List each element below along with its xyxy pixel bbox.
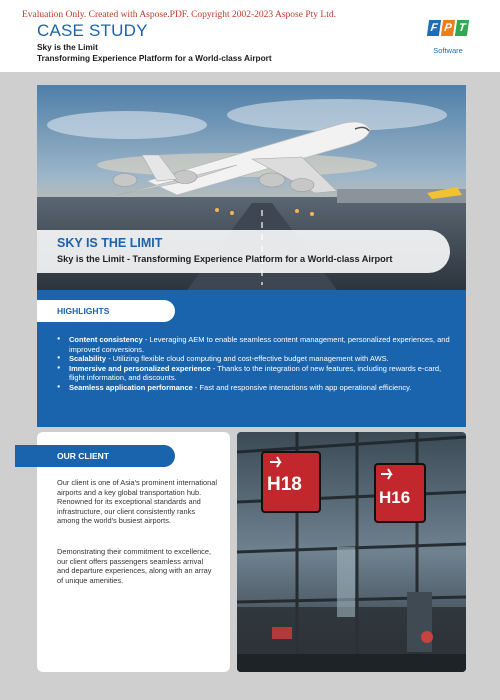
highlight-item — [57, 335, 457, 354]
evaluation-watermark: Evaluation Only. Created with Aspose.PDF. Copyright 2002-2023 Aspose Pty Ltd. — [22, 10, 336, 20]
logo-letter-t: T — [455, 20, 469, 36]
highlights-section — [37, 290, 466, 427]
highlight-item — [57, 364, 457, 383]
subtitle-line-1: Sky is the Limit — [37, 42, 98, 52]
highlights-list — [57, 335, 457, 393]
gate-h18-label: H18 — [267, 474, 302, 495]
highlight-item-title: Scalability — [69, 354, 107, 364]
fpt-software-logo — [428, 20, 468, 60]
highlight-item — [57, 383, 457, 393]
hero-image-airplane — [37, 85, 466, 290]
logo-letter-f: F — [427, 20, 441, 36]
hero-caption-band — [37, 230, 450, 273]
highlights-heading-tab — [37, 300, 175, 322]
airport-gates-photo — [237, 432, 466, 672]
hero-title: SKY IS THE LIMIT — [57, 236, 163, 250]
hero-subtitle: Sky is the Limit - Transforming Experience Platform for a World-class Airport — [57, 254, 393, 264]
highlights-heading: HIGHLIGHTS — [57, 306, 110, 316]
highlight-item-text: - Fast and responsive interactions with app operational efficiency. — [192, 382, 412, 392]
highlight-item-title: Immersive and personalized experience — [69, 363, 211, 373]
airport-gates-illustration — [237, 432, 466, 672]
highlight-item-text: - Utilizing flexible cloud computing and cost-effective budget management with AWS. — [106, 354, 389, 364]
client-paragraph-1: Our client is one of Asia's prominent international airports and a key global transportation hub. Renowned for its exceptional standards and infrastructure, our client consistently ranks among the world's busiest airports. — [57, 478, 217, 526]
logo-software-text: Software — [433, 46, 463, 55]
our-client-heading: OUR CLIENT — [57, 451, 109, 461]
page-header — [0, 0, 500, 72]
gate-h16-label: H16 — [379, 488, 411, 507]
highlight-item — [57, 354, 457, 364]
highlight-item-text: - Thanks to the integration of new features, including rewards e-card, flight information, and discounts. — [69, 363, 442, 383]
highlight-item-title: Content consistency — [69, 335, 143, 344]
highlight-item-title: Seamless application performance — [69, 382, 193, 392]
client-paragraph-2: Demonstrating their commitment to excellence, our client offers passengers seamless arrival and departure experiences, along with an array of unique amenities. — [57, 547, 212, 585]
document-type: CASE STUDY — [37, 21, 148, 40]
our-client-heading-tab — [15, 445, 175, 467]
highlight-item-text: - Leveraging AEM to enable seamless content management, personalized experiences, and improved conversions. — [69, 335, 450, 354]
subtitle-line-2: Transforming Experience Platform for a World-class Airport — [37, 53, 272, 63]
logo-letter-p: P — [441, 20, 455, 36]
